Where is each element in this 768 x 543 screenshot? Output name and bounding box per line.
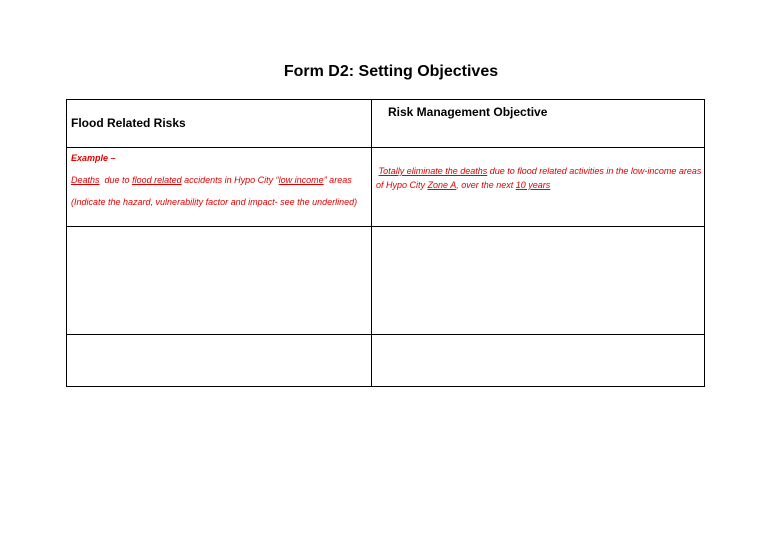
blank-objective-cell-2[interactable]: [372, 335, 705, 387]
header-objective: Risk Management Objective: [388, 105, 548, 119]
objective-text-2: , over the next: [456, 180, 516, 190]
header-cell-risks: [67, 100, 372, 148]
underlined-low-income: low income: [278, 175, 324, 185]
header-cell-objective: [372, 100, 705, 148]
underlined-10-years: 10 years: [515, 180, 551, 190]
table-header-row: [67, 100, 705, 148]
blank-objective-cell-1[interactable]: [372, 227, 705, 335]
objective-text-1: due to flood related activities in the low-income areas of Hypo City: [376, 166, 702, 190]
underlined-zone-a: Zone A: [427, 180, 457, 190]
blank-risk-cell-2[interactable]: [67, 335, 372, 387]
example-risk-line: [71, 175, 371, 185]
risk-text-2: accidents in Hypo City “: [181, 175, 279, 185]
risk-text-1: due to: [99, 175, 133, 185]
underlined-deaths: Deaths: [71, 175, 100, 185]
example-risk-cell: [67, 148, 372, 227]
example-note: (Indicate the hazard, vulnerability factor and impact- see the underlined): [71, 197, 358, 207]
example-label: Example –: [71, 153, 116, 163]
header-risks: Flood Related Risks: [71, 116, 186, 130]
objectives-table: [66, 99, 705, 387]
underlined-totally-eliminate: Totally eliminate the deaths: [378, 166, 488, 176]
example-objective-content: [372, 148, 704, 192]
example-row: [67, 148, 705, 227]
page-title: Form D2: Setting Objectives: [283, 63, 499, 80]
example-risk-content: [67, 148, 371, 207]
blank-row-2: [67, 335, 705, 387]
underlined-flood-related: flood related: [132, 175, 182, 185]
blank-risk-cell-1[interactable]: [67, 227, 372, 335]
blank-row-1: [67, 227, 705, 335]
example-objective-cell: [372, 148, 705, 227]
risk-text-3: ” areas: [323, 175, 352, 185]
